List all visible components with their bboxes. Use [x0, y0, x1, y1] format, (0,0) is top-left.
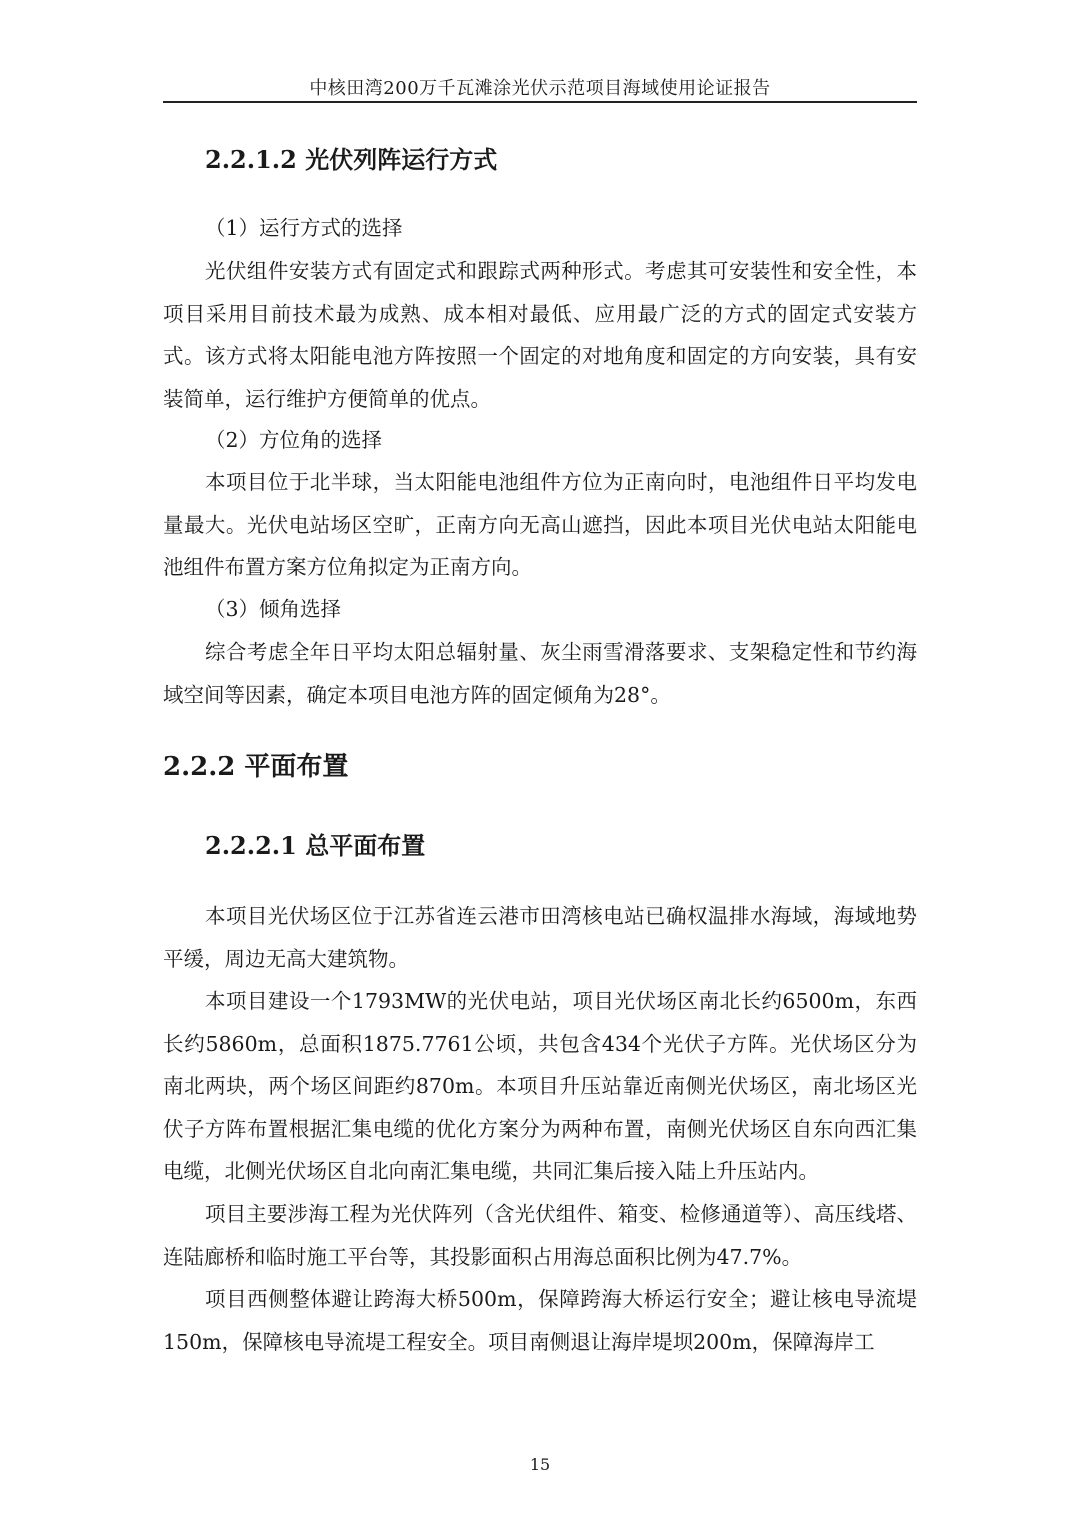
subheading-azimuth: （2）方位角的选择: [205, 428, 383, 452]
paragraph-setbacks: 项目西侧整体避让跨海大桥500m，保障跨海大桥运行安全；避让核电导流堤150m，保障核电导流堤工程安全。项目南侧退让海岸堤坝200m，保障海岸工: [163, 1287, 917, 1354]
heading-2-2-2-1: 2.2.2.1 总平面布置: [205, 831, 426, 860]
header-rule: [163, 101, 917, 103]
paragraph-plant-layout: 本项目建设一个1793MW的光伏电站，项目光伏场区南北长约6500m，东西长约5860m，总面积1875.7761公顷，共包含434个光伏子方阵。光伏场区分为南北两块，两个场区间距约870m。本项目升压站靠近南侧光伏场区，南北场区光伏子方阵布置根据汇集电缆的优化方案分为两种布置，南侧光伏场区自东向西汇集电缆，北侧光伏场区自北向南汇集电缆，共同汇集后接入陆上升压站内。: [163, 989, 917, 1184]
paragraph-site-location: 本项目光伏场区位于江苏省连云港市田湾核电站已确权温排水海域，海域地势平缓，周边无高大建筑物。: [163, 904, 917, 971]
running-header: 中核田湾200万千瓦滩涂光伏示范项目海域使用论证报告: [309, 78, 771, 99]
paragraph-installation-mode: 光伏组件安装方式有固定式和跟踪式两种形式。考虑其可安装性和安全性，本项目采用目前技术最为成熟、成本相对最低、应用最广泛的方式的固定式安装方式。该方式将太阳能电池方阵按照一个固定的对地角度和固定的方向安装，具有安装简单，运行维护方便简单的优点。: [163, 259, 917, 411]
paragraph-tilt: 综合考虑全年日平均太阳总辐射量、灰尘雨雪滑落要求、支架稳定性和节约海域空间等因素，确定本项目电池方阵的固定倾角为28°。: [163, 640, 917, 707]
paragraph-sea-works: 项目主要涉海工程为光伏阵列（含光伏组件、箱变、检修通道等）、高压线塔、连陆廊桥和临时施工平台等，其投影面积占用海总面积比例为47.7%。: [163, 1202, 917, 1269]
subheading-operation-mode: （1）运行方式的选择: [205, 216, 403, 240]
subheading-tilt: （3）倾角选择: [205, 597, 342, 621]
paragraph-azimuth: 本项目位于北半球，当太阳能电池组件方位为正南向时，电池组件日平均发电量最大。光伏电站场区空旷，正南方向无高山遮挡，因此本项目光伏电站太阳能电池组件布置方案方位角拟定为正南方向。: [163, 470, 917, 580]
page-number: 15: [529, 1455, 551, 1474]
heading-2-2-2: 2.2.2 平面布置: [163, 752, 349, 782]
heading-2-2-1-2: 2.2.1.2 光伏列阵运行方式: [205, 145, 498, 174]
